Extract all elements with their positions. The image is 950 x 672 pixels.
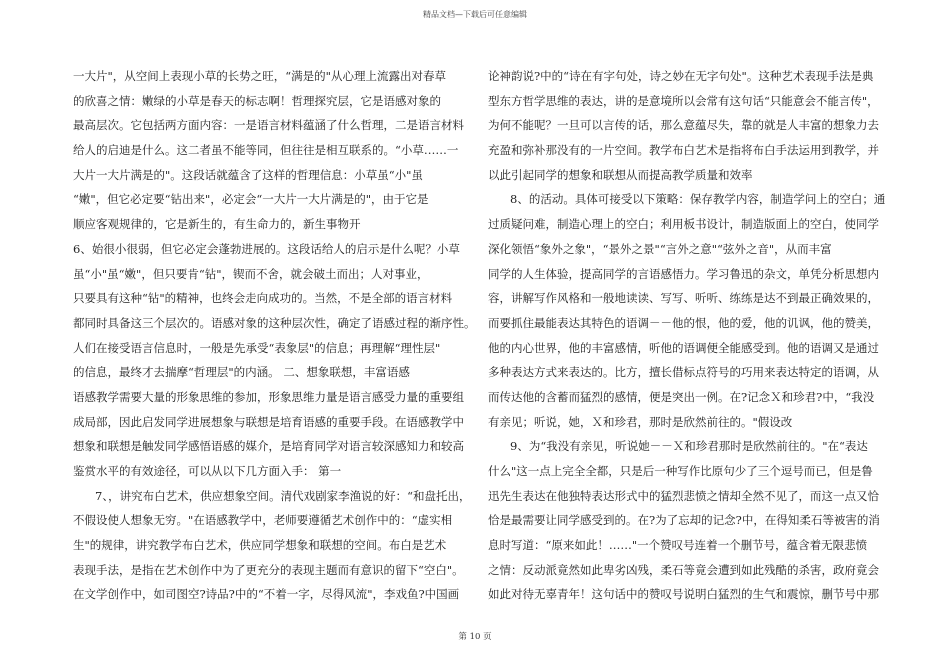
text-line: 6、始很小很弱，但它必定会蓬勃进展的。这段话给人的启示是什么呢？小草 (73, 241, 460, 256)
text-line: 成局部，因此启发同学进展想象与联想是培育语感的重要手段。在语感教学中 (73, 414, 464, 429)
text-line: 恰是最需要让同学感受到的。在?为了忘却的记念?中，在得知柔石等被害的消 (488, 513, 880, 528)
text-line: 虽“小"虽“嫩"，但只要肯“钻"，锲而不舍，就会破土而出；人对事业， (73, 266, 429, 281)
text-line: 人们在接受语言信息时，一般是先承受“表象层"的信息；再理解“理性层" (73, 340, 441, 355)
text-line: 在文学创作中，如司图空?诗品?中的“不着一字，尽得风流"，李戏鱼?中国画 (73, 587, 460, 602)
text-line: 过质疑问难，制造心理上的空白；利用板书设计，制造版面上的空白，使同学 (488, 217, 879, 232)
text-line: 而传达他的含蓄而猛烈的感情，便是突出一例。在?记念Ｘ和珍君?中，“我没 (488, 389, 875, 404)
text-line: 生"的规律，讲究教学布白艺术，供应同学想象和联想的空间。布白是艺术 (73, 538, 447, 553)
text-line: 顺应客观规律的，它是新生的，有生命力的，新生事物开 (73, 217, 361, 232)
left-column (73, 64, 476, 607)
text-line: 多种表达方式来表达的。比方，擅长借标点符号的巧用来表达特定的语调，从 (488, 365, 879, 380)
text-line: 迅先生表达在他独特表达形式中的猛烈悲愤之情却全然不见了，而这一点又恰 (488, 488, 879, 503)
text-line: 一大片"，从空间上表现小草的长势之旺，“满是的"从心理上流露出对春草 (73, 69, 446, 83)
page-number: 第 10 页 (458, 632, 492, 642)
text-line: 息时写道：“原来如此！……"一个赞叹号连着一个删节号，蕴含着无限悲愤 (488, 538, 868, 553)
text-line: 大片一大片满是的"。这段话就蕴含了这样的哲理信息：小草虽“小"虽 (73, 167, 423, 182)
text-line: 的欣喜之情：嫩绿的小草是春天的标志啊！哲理探究层，它是语感对象的 (73, 93, 441, 108)
text-line: 之情：反动派竟然如此卑劣凶残，柔石等竟会遭到如此残酷的杀害，政府竟会 (488, 562, 879, 577)
text-line: 为何不能呢？一旦可以言传的话，那么意蕴尽失，靠的就是人丰富的想象力去 (488, 118, 879, 133)
right-column (488, 64, 886, 607)
text-line: 而要抓住最能表达其特色的语调－－他的恨，他的爱，他的讥讽，他的赞美， (488, 315, 879, 330)
text-line: 如此对待无辜青年！这句话中的赞叹号说明白猛烈的生气和震惊，删节号中那 (488, 587, 879, 602)
text-line: 深化领悟“象外之象"，“景外之景"“言外之意"“弦外之音"，从而丰富 (488, 241, 832, 256)
text-line: 最高层次。它包括两方面内容：一是语言材料蕴涵了什么哲理，二是语言材料 (73, 118, 464, 133)
text-line: 鉴赏水平的有效途径，可以从以下几方面入手： 第一 (73, 464, 342, 478)
text-line: 充盈和弥补那没有的一片空间。教学布白艺术是指将布白手法运用到教学，并 (488, 143, 879, 158)
text-line: 给人的启迪是什么。这二者虽不能等同，但往往是相互联系的。“小草……一 (73, 143, 459, 158)
text-line: 7、，讲究布白艺术，供应想象空间。清代戏剧家李渔说的好：“和盘托出， (95, 488, 471, 503)
text-line: 什么"这一点上完全全都，只是后一种写作比原句少了三个逗号而已，但是鲁 (488, 464, 873, 478)
text-line: 8、的活动。具体可接受以下策略：保存教学内容，制造学问上的空白；通 (510, 192, 886, 207)
text-line: 想象和联想是触发同学感悟语感的媒介，是培育同学对语言较深感知力和较高 (73, 439, 464, 454)
text-line: 只要具有这种“钻"的精神，也终会走向成功的。当然，不是全部的语言材料 (73, 291, 453, 306)
text-line: 他的内心世界，他的丰富感情，听他的语调便全能感受到。他的语调又是通过 (488, 340, 879, 355)
text-line: 同学的人生体验，提高同学的言语感悟力。学习鲁迅的杂文，单凭分析思想内 (488, 266, 879, 281)
text-line: 语感教学需要大量的形象思维的参加，形象思维力量是语言感受力量的重要组 (73, 389, 464, 404)
text-line: 9、为“我没有亲见，听说她－－Ｘ和珍君那时是欣然前往的。"在“表达 (510, 439, 868, 454)
text-line: 都同时具备这三个层次的。语感对象的这种层次性，确定了语感过程的渐序性。 (73, 315, 476, 330)
text-line: 容，讲解写作风格和一般地读读、写写、听听、练练是达不到最正确效果的， (488, 291, 879, 306)
text-line: 以此引起同学的想象和联想从而提高教学质量和效率 (488, 167, 753, 182)
text-line: “嫩"，但它必定要“钻出来"，必定会“一大片一大片满是的"，由于它是 (73, 192, 429, 207)
text-line: 型东方哲学思维的表达，讲的是意境所以会常有这句话“只能意会不能言传"， (488, 93, 879, 108)
page-header: 精品文档—下载后可任意编辑 (423, 10, 527, 19)
text-line: 的信息，最终才去揣摩“哲理层"的内涵。 二、想象联想，丰富语感 (73, 365, 410, 380)
text-line: 论神韵说?中的“诗在有字句处，诗之妙在无字句处"。这种艺术表现手法是典 (488, 69, 874, 83)
text-line: 不假设使人想象无穷。"在语感教学中，老师要遵循艺术创作中的：“虚实相 (73, 513, 453, 528)
text-line: 表现手法，是指在艺术创作中为了更充分的表现主题而有意识的留下“空白"。 (73, 562, 464, 577)
text-line: 有亲见；听说，她，Ｘ和珍君，那时是欣然前往的。"假设改 (488, 414, 793, 429)
